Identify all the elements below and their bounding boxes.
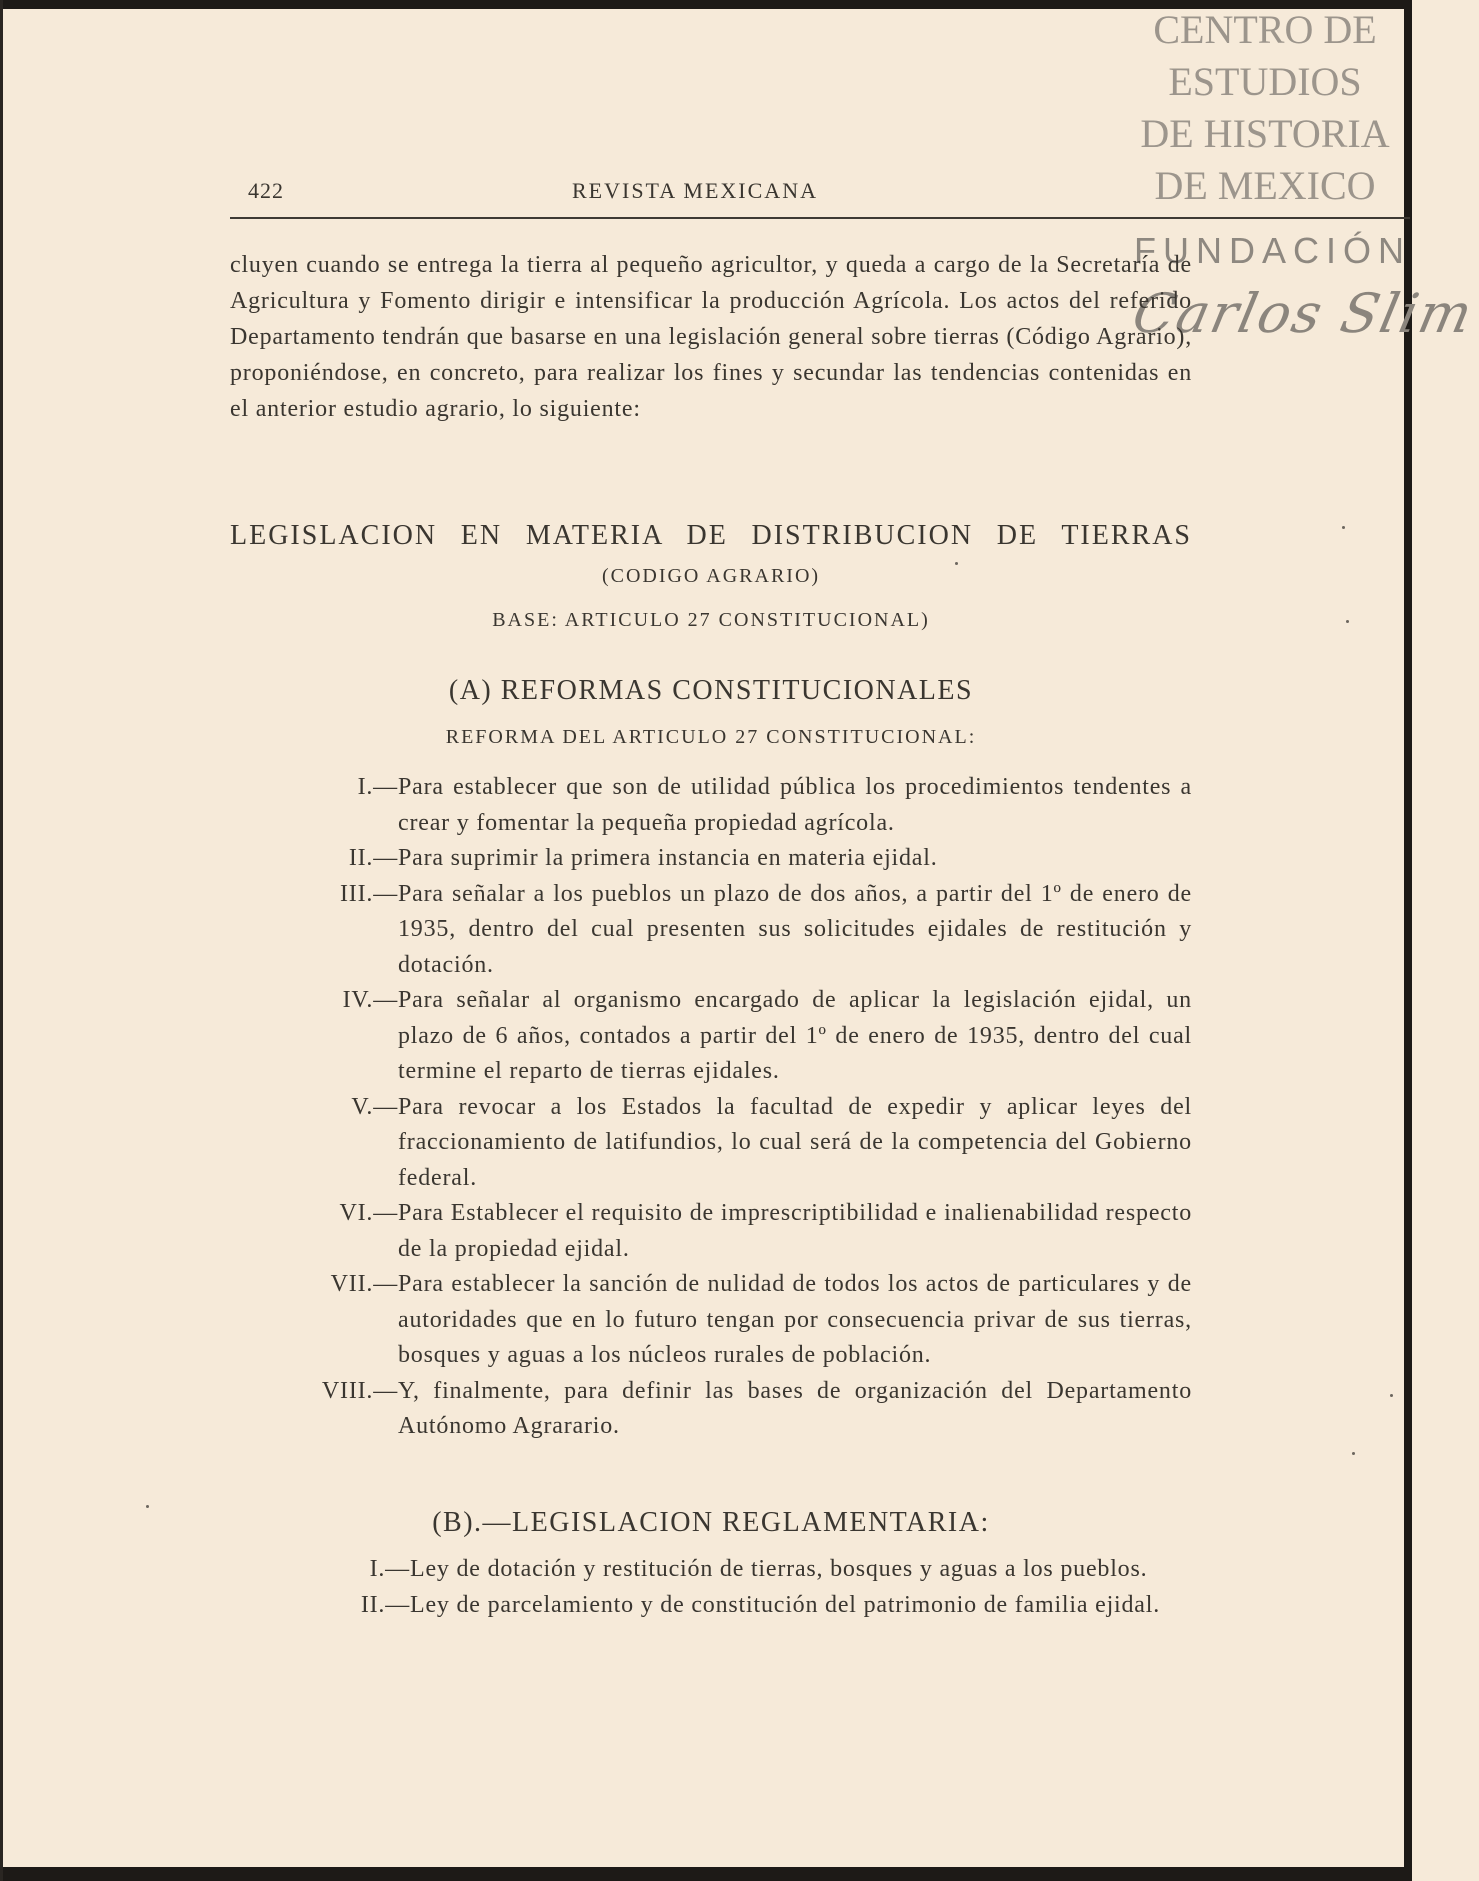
stamp-line: ESTUDIOS [1168, 59, 1362, 104]
subheading-base: BASE: ARTICULO 27 CONSTITUCIONAL) [492, 609, 930, 631]
item-text: Y, finalmente, para definir las bases de organización del Departamento Autónomo Agrarario. [398, 1377, 1192, 1439]
list-item [230, 1090, 1192, 1197]
header-rule [230, 217, 1410, 219]
item-numeral: II.— [360, 1591, 410, 1618]
list-item [230, 877, 1192, 984]
item-numeral: II.— [348, 845, 398, 871]
regulation-list [230, 1552, 1192, 1623]
signature-watermark: Carlos Slim [1127, 282, 1479, 345]
item-numeral: I.— [369, 1556, 410, 1582]
running-title: REVISTA MEXICANA [572, 178, 818, 203]
main-heading: LEGISLACION EN MATERIA DE DISTRIBUCION DE TIERRAS [230, 520, 1192, 551]
reform-list [230, 770, 1192, 1445]
stamp-line: DE HISTORIA [1140, 111, 1390, 156]
item-text: Ley de dotación y restitución de tierras, bosques y aguas a los pueblos. [410, 1556, 1148, 1582]
paper-speck [1342, 526, 1345, 529]
item-numeral: VII.— [330, 1271, 398, 1297]
stamp-line: CENTRO DE [1153, 7, 1377, 52]
item-text: Para revocar a los Estados la facultad de expedir y aplicar leyes del fraccionamiento de latifundios, lo cual será de la competencia del Gobierno federal. [398, 1093, 1192, 1191]
list-item [230, 1588, 1192, 1624]
item-numeral: VI.— [339, 1200, 398, 1226]
paper-speck [955, 562, 958, 565]
subheading-codigo: (CODIGO AGRARIO) [601, 565, 821, 587]
list-item [230, 1374, 1192, 1445]
item-text: Ley de parcelamiento y de constitución del patrimonio de familia ejidal. [410, 1591, 1161, 1618]
item-text: Para señalar al organismo encargado de aplicar la legislación ejidal, un plazo de 6 años, contados a partir del 1º de enero de 1935, dentro del cual termine el reparto de tierras ejidales. [398, 987, 1192, 1084]
intro-paragraph: cluyen cuando se entrega la tierra al pequeño agricultor, y queda a cargo de la Secretaría de Agricultura y Fomento dirigir e intensificar la producción Agrícola. Los actos del referido Departamento tendrán que basarse en una legislación general sobre tierras (Código Agrario), proponiéndose, en concreto, para realizar los fines y secundar las tendencias contenidas en el anterior estudio agrario, lo siguiente: [230, 252, 1192, 422]
stamp-line: DE MEXICO [1154, 163, 1376, 208]
item-text: Para suprimir la primera instancia en materia ejidal. [398, 845, 938, 871]
paper-speck [1352, 1452, 1355, 1455]
item-text: Para señalar a los pueblos un plazo de dos años, a partir del 1º de enero de 1935, dentro del cual presenten sus solicitudes ejidales de restitución y dotación. [398, 880, 1192, 978]
item-numeral: IV.— [342, 987, 398, 1013]
paper-speck [146, 1505, 149, 1508]
fundacion-watermark: FUNDACIÓN [1134, 230, 1411, 271]
section-a-title: (A) REFORMAS CONSTITUCIONALES [448, 675, 974, 706]
section-b-title: (B).—LEGISLACION REGLAMENTARIA: [432, 1507, 990, 1538]
scan-border-bottom [0, 1867, 1412, 1881]
item-numeral: I.— [357, 774, 398, 800]
item-numeral: VIII.— [321, 1377, 398, 1404]
paper-speck [1346, 620, 1349, 623]
page-number: 422 [248, 178, 284, 203]
item-text: Para establecer que son de utilidad pública los procedimientos tendentes a crear y fomentar la pequeña propiedad agrícola. [398, 774, 1192, 836]
list-item [230, 983, 1192, 1090]
item-numeral: III.— [340, 880, 398, 907]
item-numeral: V.— [351, 1093, 398, 1120]
list-item [230, 1196, 1192, 1267]
intro-body [230, 247, 1192, 427]
list-item [230, 770, 1192, 841]
section-a-subtitle: REFORMA DEL ARTICULO 27 CONSTITUCIONAL: [445, 726, 977, 748]
item-text: Para Establecer el requisito de imprescriptibilidad e inalienabilidad respecto de la propiedad ejidal. [398, 1200, 1192, 1262]
paper-speck [1390, 1394, 1393, 1397]
list-item [230, 1552, 1192, 1588]
item-text: Para establecer la sanción de nulidad de todos los actos de particulares y de autoridades que en lo futuro tengan por consecuencia privar de sus tierras, bosques y aguas a los núcleos rurales de población. [398, 1271, 1192, 1368]
page-header [230, 170, 1192, 210]
list-item [230, 841, 1192, 877]
scan-border-left [0, 0, 3, 1881]
list-item [230, 1267, 1192, 1374]
